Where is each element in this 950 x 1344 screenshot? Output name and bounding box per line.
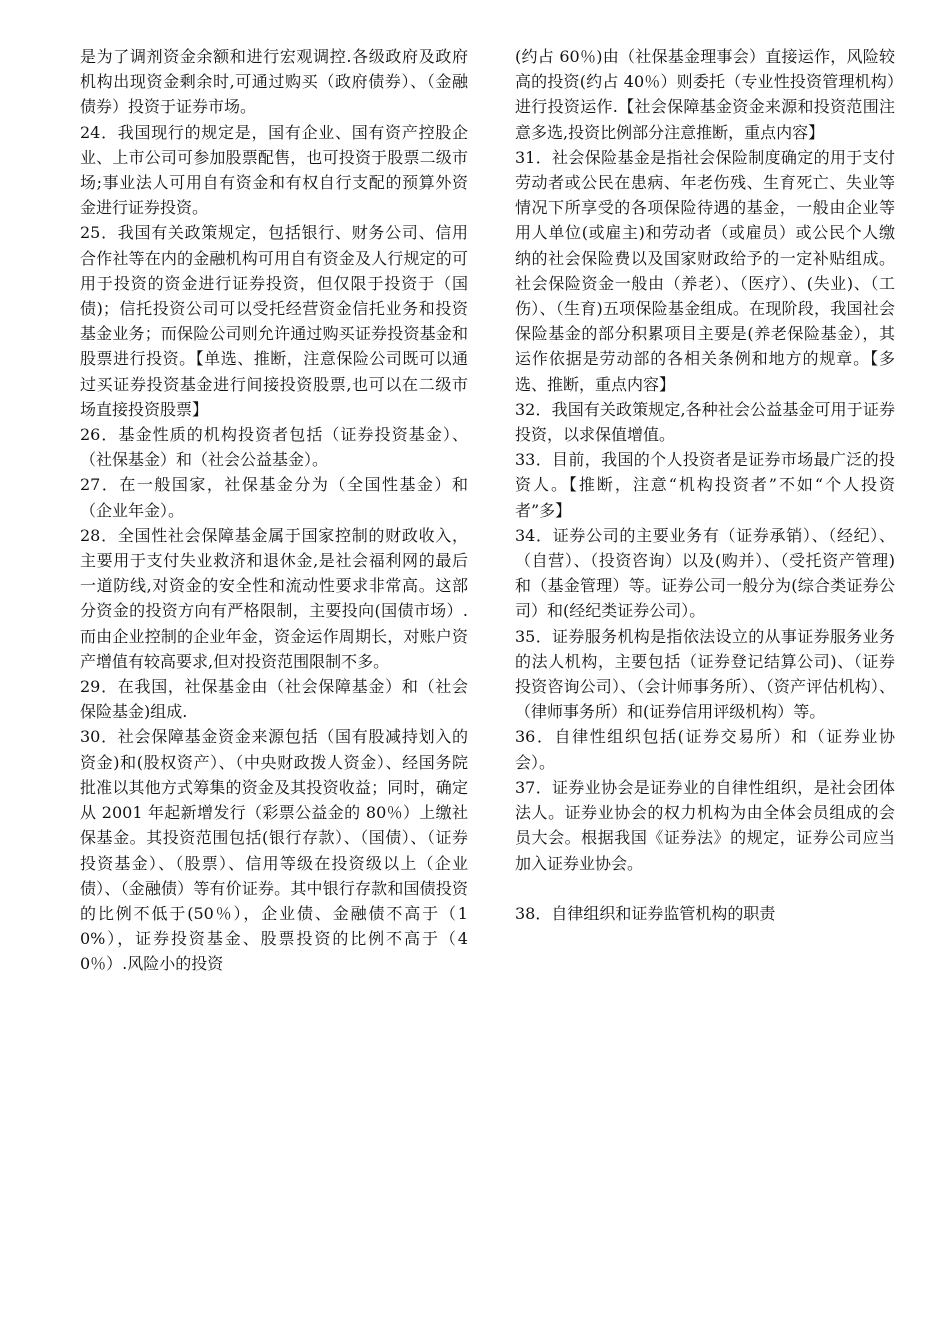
- paragraph-27: 27．在一般国家，社保基金分为（全国性基金）和（企业年金）。: [80, 475, 468, 520]
- paragraph-29: 29．在我国，社保基金由（社会保障基金）和（社会保险基金)组成.: [80, 677, 468, 722]
- paragraph-continuation: 是为了调剂资金余额和进行宏观调控.各级政府及政府机构出现资金剩余时,可通过购买（政府债券）、（金融债券）投资于证券市场。: [80, 47, 468, 117]
- paragraph-32: 32．我国有关政策规定,各种社会公益基金可用于证券投资，以求保值增值。: [515, 399, 895, 445]
- paragraph-30: 30．社会保障基金资金来源包括（国有股减持划入的资金)和(股权资产）、（中央财政拨人资金）、经国务院批准以其他方式筹集的资金及其投资收益；同时，确定从 2001 年起新增发行（彩票公益金的 80％）上缴社保基金。其投资范围包括(银行存款）、（国债）、（证券投资基金）、（股票）、信用等级在投资级以上（企业债）、（金融债）等有价证券。其中银行存款和国债投资的比例不低于(50％），企业债、金融债不高于（10%），证券投资基金、股票投资的比例不高于（40％）.风险小的投资: [80, 727, 468, 974]
- right-column: [515, 44, 895, 926]
- paragraph-25: 25．我国有关政策规定，包括银行、财务公司、信用合作社等在内的金融机构可用自有资金及人行规定的可用于投资的资金进行证券投资，但仅限于投资于（国债)；信托投资公司可以受托经营资金信托业务和投资基金业务；而保险公司则允许通过购买证券投资基金和股票进行投资。【单选、推断，注意保险公司既可以通过买证券投资基金进行间接投资股票,也可以在二级市场直接投资股票】: [80, 223, 468, 419]
- paragraph-30-continuation: (约占 60％)由（社保基金理事会）直接运作，风险较高的投资(约占 40％）则委托（专业性投资管理机构）进行投资运作.【社会保障基金资金来源和投资范围注意多选,投资比例部分注意推断，重点内容】: [515, 47, 895, 142]
- paragraph-35: 35．证券服务机构是指依法设立的从事证券服务业务的法人机构，主要包括（证券登记结算公司)、（证券投资咨询公司）、（会计师事务所）、（资产评估机构）、（律师事务所）和(证券信用评级机构）等。: [515, 626, 895, 722]
- paragraph-31: 31．社会保险基金是指社会保险制度确定的用于支付劳动者或公民在患病、年老伤残、生育死亡、失业等情况下所享受的各项保险待遇的基金，一般由企业等用人单位(或雇主)和劳动者（或雇员）或公民个人缴纳的社会保险费以及国家财政给予的一定补贴组成。社会保险资金一般由（养老）、（医疗）、(失业)、（工伤）、（生育)五项保险基金组成。在现阶段，我国社会保险基金的部分积累项目主要是(养老保险基金），其运作依据是劳动部的各相关条例和地方的规章。【多选、推断，重点内容】: [515, 147, 895, 394]
- paragraph-24: 24．我国现行的规定是，国有企业、国有资产控股企业、上市公司可参加股票配售，也可投资于股票二级市场;事业法人可用自有资金和有权自行支配的预算外资金进行证券投资。: [80, 122, 468, 218]
- left-column: [80, 44, 468, 977]
- paragraph-33: 33．目前，我国的个人投资者是证券市场最广泛的投资人。【推断，注意“机构投资者”不如“个人投资者”多】: [515, 450, 895, 520]
- paragraph-36: 36．自律性组织包括(证券交易所）和（证券业协会）。: [515, 727, 895, 772]
- paragraph-34: 34．证券公司的主要业务有（证券承销）、（经纪）、（自营）、（投资咨询）以及(购并）、（受托资产管理)和（基金管理）等。证券公司一般分为(综合类证券公司）和(经纪类证券公司）。: [515, 525, 895, 621]
- paragraph-26: 26．基金性质的机构投资者包括（证券投资基金）、（社保基金）和（社会公益基金）。: [80, 425, 468, 470]
- paragraph-38: 38．自律组织和证券监管机构的职责: [515, 903, 776, 923]
- blank-line: [515, 876, 895, 901]
- paragraph-37: 37．证券业协会是证券业的自律性组织，是社会团体法人。证券业协会的权力机构为由全体会员组成的会员大会。根据我国《证券法》的规定，证券公司应当加入证券业协会。: [515, 777, 895, 873]
- paragraph-28: 28．全国性社会保障基金属于国家控制的财政收入，主要用于支付失业救济和退休金,是社会福利网的最后一道防线,对资金的安全性和流动性要求非常高。这部分资金的投资方向有严格限制，主要投向(国债市场）.而由企业控制的企业年金，资金运作周期长，对账户资产增值有较高要求,但对投资范围限制不多。: [80, 525, 468, 671]
